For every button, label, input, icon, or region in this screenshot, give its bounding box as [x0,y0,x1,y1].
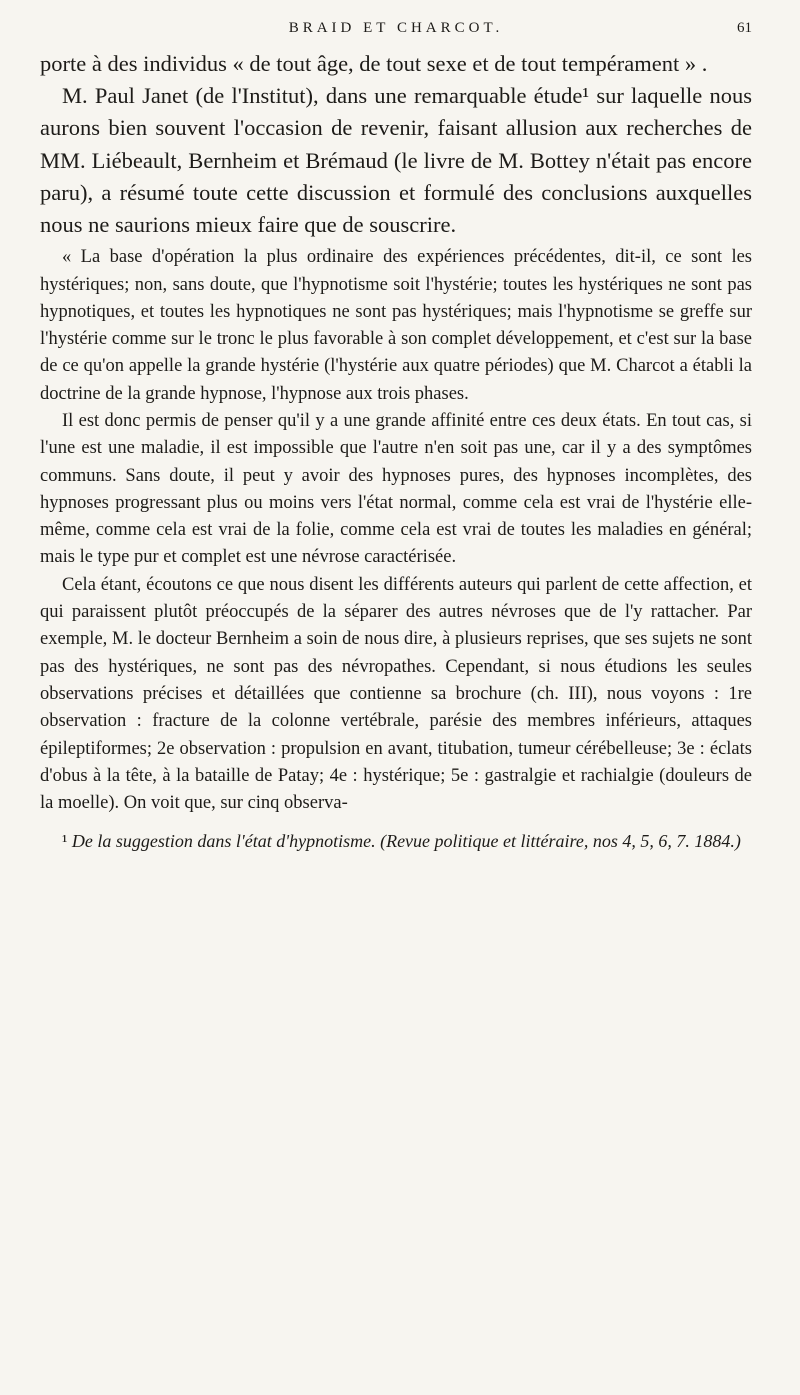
paragraph-1: porte à des individus « de tout âge, de tout sexe et de tout tempérament » . [40,51,708,76]
main-text [40,48,752,241]
quote-paragraph-3: Cela étant, écoutons ce que nous disent les différents auteurs qui parlent de cette affection, et qui paraissent plutôt préoccupés de la séparer des autres névroses que de l'y rattacher. Par exemple, M. le docteur Bernheim a soin de nous dire, à plusieurs reprises, que ses sujets ne sont pas des hystériques, ne sont pas des névropathes. Cependant, si nous étudions les seules observations précises et détaillées que contienne sa brochure (ch. III), nous voyons : 1re observation : fracture de la colonne vertébrale, parésie des membres inférieurs, attaques épileptiformes; 2e observation : propulsion en avant, titubation, tumeur cérébelleuse; 3e : éclats d'obus à la tête, à la bataille de Patay; 4e : hystérique; 5e : gastralgie et rachialgie (douleurs de la moelle). On voit que, sur cinq observa- [40,574,752,814]
quotation [40,244,752,817]
footnote [40,829,752,853]
footnote-text [40,829,752,853]
footnote-title: De la suggestion dans l'état d'hypnotisme. [71,831,376,852]
paragraph-2: M. Paul Janet (de l'Institut), dans une remarquable étude¹ sur laquelle nous aurons bien souvent l'occasion de revenir, faisant allusion aux recherches de MM. Liébeault, Bernheim et Brémaud (le livre de M. Bottey n'était pas encore paru), a résumé toute cette discussion et formulé des conclusions auxquelles nous ne saurions mieux faire que de souscrire. [40,83,752,238]
footnote-separator [40,817,752,829]
quote-paragraph-2: Il est donc permis de penser qu'il y a une grande affinité entre ces deux états. En tout cas, si l'une est une maladie, il est impossible que l'autre n'en soit pas une, car il y a des symptômes communs. Sans doute, il peut y avoir des hypnoses pures, des hypnoses incomplètes, des hypnoses progressant plus ou moins vers l'état normal, comme cela est vrai de l'hystérie elle-même, comme cela est vrai de la folie, comme cela est vrai de toutes les maladies en général; mais le type pur et complet est une névrose caractérisée. [40,411,752,568]
quote-paragraph-1: « La base d'opération la plus ordinaire des expériences précédentes, dit-il, ce sont les hystériques; non, sans doute, que l'hypnotisme soit l'hystérie; toutes les hystériques ne sont pas hypnotiques, et toutes les hypnotiques ne sont pas hystériques; mais l'hypnotisme se greffe sur l'hystérie comme sur le tronc le plus favorable à son complet développement, et c'est sur la base de ce qu'on appelle la grande hystérie (l'hystérie aux quatre périodes) que M. Charcot a établi la doctrine de la grande hypnose, l'hypnose aux trois phases. [40,247,752,404]
footnote-marker: ¹ [62,831,68,852]
page-header [40,0,752,40]
footnote-source: (Revue politique et littéraire, nos 4, 5, 6, 7. 1884.) [380,831,741,852]
running-head: BRAID ET CHARCOT. [288,20,504,36]
page-number: 61 [737,20,752,36]
